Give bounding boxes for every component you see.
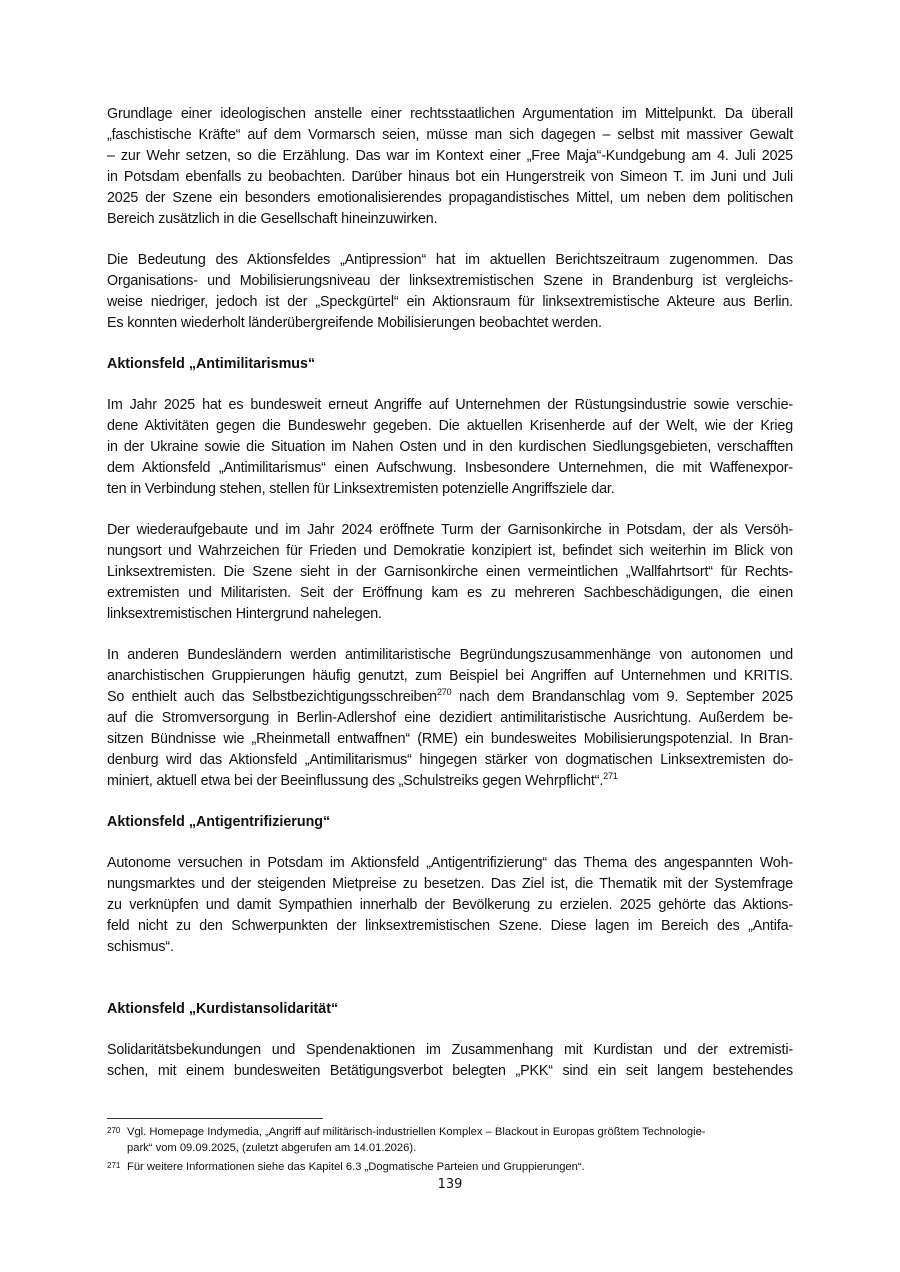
text-line: [107, 687, 793, 708]
footnote-271: [107, 1159, 793, 1175]
paragraph-antigentrifizierung: [107, 853, 793, 958]
footnote-ref-270[interactable]: 270: [436, 687, 452, 698]
text-line: nungsort und Wahrzeichen für Frieden und Demokratie konzipiert ist, befindet sich weiterhin im Blick von: [107, 543, 793, 559]
text-line: dene Aktivitäten gegen die Bundeswehr gegeben. Die aktuellen Krisenherde auf der Welt, wie der Krieg: [107, 418, 793, 434]
text-line: denburg wird das Aktionsfeld „Antimilitarismus“ hingegen stärker von dogmatischen Linksextremisten do-: [107, 752, 793, 768]
text-line: schen, mit einem bundesweiten Betätigungsverbot belegten „PKK“ sind ein seit langem bestehendes: [107, 1063, 793, 1079]
text-line: anarchistischen Gruppierungen häufig genutzt, zum Beispiel bei Angriffen auf Unternehmen und KRITIS.: [107, 668, 793, 684]
heading-antigentrifizierung: Aktionsfeld „Antigentrifizierung“: [107, 814, 331, 830]
text-line: extremisten und Militaristen. Seit der Eröffnung kam es zu mehreren Sachbeschädigungen, die einen: [107, 585, 793, 601]
text-line: Autonome versuchen in Potsdam im Aktionsfeld „Antigentrifizierung“ das Thema des angespannten Woh-: [107, 855, 793, 871]
paragraph-other-states: [107, 645, 793, 792]
text-line: „faschistische Kräfte“ auf dem Vormarsch seien, müsse man sich dagegen – selbst mit massiver Gewalt: [107, 127, 793, 143]
text-line: – zur Wehr setzen, so die Erzählung. Das war im Kontext einer „Free Maja“-Kundgebung am 4. Juli 2025: [107, 148, 793, 164]
footnote-text: Für weitere Informationen siehe das Kapitel 6.3 „Dogmatische Parteien und Gruppierungen“.: [127, 1161, 585, 1173]
text-line: Die Bedeutung des Aktionsfeldes „Antipression“ hat im aktuellen Berichtszeitraum zugenommen. Das: [107, 252, 793, 268]
text-line: in Potsdam ebenfalls zu beobachten. Darüber hinaus bot ein Hungerstreik von Simeon T. im Juni und Juli: [107, 169, 793, 185]
footnote-text: [127, 1124, 793, 1156]
text-line: sitzen Bündnisse wie „Rheinmetall entwaffnen“ (RME) ein bundesweites Mobilisierungspotenzial. In Bran-: [107, 731, 793, 747]
heading-kurdistansolidaritaet: Aktionsfeld „Kurdistansolidarität“: [107, 1001, 339, 1017]
text-line: Solidaritätsbekundungen und Spendenaktionen im Zusammenhang mit Kurdistan und der extremisti-: [107, 1042, 793, 1058]
text-line: auf die Stromversorgung in Berlin-Adlershof eine dezidiert antimilitaristische Ausrichtung. Außerdem be-: [107, 710, 793, 726]
paragraph-antipression: [107, 250, 793, 334]
footnote-number: 270: [107, 1126, 121, 1135]
paragraph-kurdistan: [107, 1040, 793, 1082]
paragraph-antimilitarismus-intro: [107, 395, 793, 500]
text-line: dem Aktionsfeld „Antimilitarismus“ einen Aufschwung. Insbesondere Unternehmen, die mit Waffenexpor-: [107, 460, 793, 476]
text-line: ten in Verbindung stehen, stellen für Linksextremisten potenzielle Angriffsziele dar.: [107, 481, 615, 497]
text-line: in der Ukraine sowie die Situation im Nahen Osten und in den kurdischen Siedlungsgebieten, verschafften: [107, 439, 793, 455]
footnotes: [107, 1124, 793, 1178]
text-line: [107, 771, 793, 792]
text-line: Bereich zusätzlich in die Gesellschaft hineinzuwirken.: [107, 211, 438, 227]
text-line: Organisations- und Mobilisierungsniveau der linksextremistischen Szene in Brandenburg ist vergleichs-: [107, 273, 793, 289]
text-line: 2025 der Szene ein besonders emotionalisierendes propagandistisches Mittel, um neben dem politischen: [107, 190, 793, 206]
text-line: feld nicht zu den Schwerpunkten der linksextremistischen Szene. Diese lagen im Bereich des „Antifa-: [107, 918, 793, 934]
page-body: [107, 104, 793, 1102]
text-line: Im Jahr 2025 hat es bundesweit erneut Angriffe auf Unternehmen der Rüstungsindustrie sowie verschie-: [107, 397, 793, 413]
footnote-270: [107, 1124, 793, 1156]
text-line: Grundlage einer ideologischen anstelle einer rechtsstaatlichen Argumentation im Mittelpunkt. Da überall: [107, 106, 793, 122]
text-line: nungsmarktes und der steigenden Mietpreise zu besetzen. Das Ziel ist, die Thematik mit der Systemfrage: [107, 876, 793, 892]
text-line: linksextremistischen Hintergrund nahelegen.: [107, 606, 382, 622]
paragraph-ideology: [107, 104, 793, 230]
text-line: Der wiederaufgebaute und im Jahr 2024 eröffnete Turm der Garnisonkirche in Potsdam, der als Versöh-: [107, 522, 793, 538]
footnote-line: Vgl. Homepage Indymedia, „Angriff auf militärisch-industriellen Komplex – Blackout in Europas größtem Technologie-: [127, 1126, 706, 1138]
paragraph-garnisonkirche: [107, 520, 793, 625]
text-segment: miniert, aktuell etwa bei der Beeinflussung des „Schulstreiks gegen Wehrpflicht“.: [107, 773, 604, 789]
text-segment: nach dem Brandanschlag vom 9. September 2025: [451, 689, 794, 705]
heading-antimilitarismus: Aktionsfeld „Antimilitarismus“: [107, 356, 316, 372]
text-segment: So enthielt auch das Selbstbezichtigungsschreiben: [107, 689, 437, 705]
text-line: schismus“.: [107, 939, 174, 955]
text-line: zu verknüpfen und damit Sympathien innerhalb der Bevölkerung zu erzielen. 2025 gehörte das Aktions-: [107, 897, 793, 913]
section-gap: [107, 978, 793, 999]
page-number: 139: [437, 1177, 463, 1192]
footnote-ref-271[interactable]: 271: [603, 771, 618, 782]
text-line: In anderen Bundesländern werden antimilitaristische Begründungszusammenhänge von autonomen und: [107, 647, 793, 663]
text-line: weise niedriger, jedoch ist der „Speckgürtel“ ein Aktionsraum für linksextremistische Akteure aus Berlin.: [107, 294, 793, 310]
footnote-separator: [107, 1118, 323, 1119]
footnote-number: 271: [107, 1161, 121, 1170]
footnote-line: park“ vom 09.09.2025, (zuletzt abgerufen am 14.01.2026).: [127, 1142, 417, 1154]
text-line: Linksextremisten. Die Szene sieht in der Garnisonkirche einen vermeintlichen „Wallfahrtsort“ für Rechts-: [107, 564, 793, 580]
text-line: Es konnten wiederholt länderübergreifende Mobilisierungen beobachtet werden.: [107, 315, 602, 331]
